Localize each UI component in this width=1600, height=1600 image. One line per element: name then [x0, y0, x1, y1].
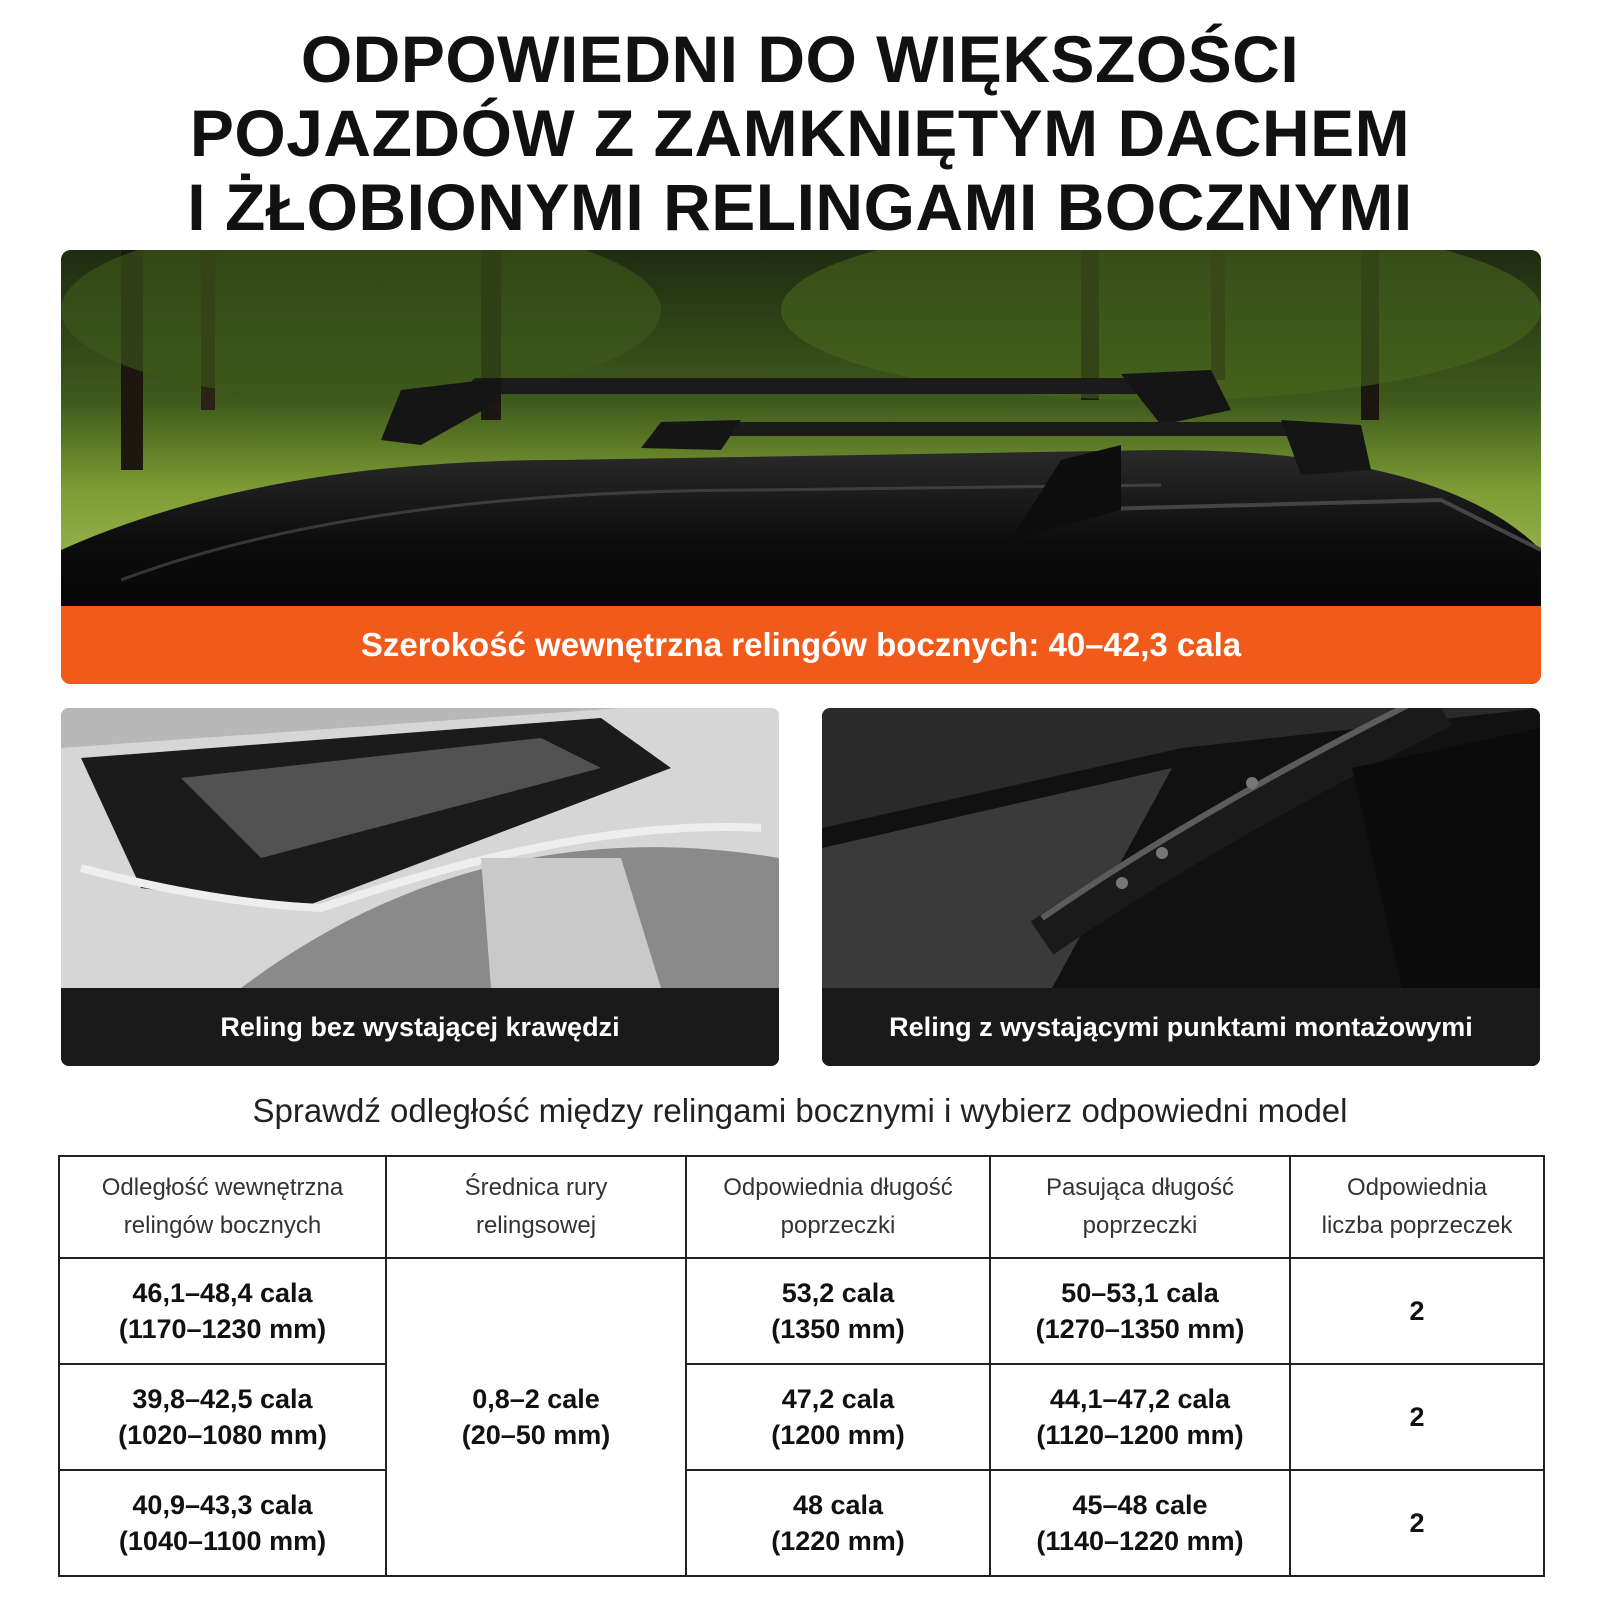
cell-distance: 46,1–48,4 cala (1170–1230 mm)	[59, 1258, 386, 1364]
hero-width-banner: Szerokość wewnętrzna relingów bocznych: 40–42,3 cala	[61, 606, 1541, 684]
cell-distance: 40,9–43,3 cala (1040–1100 mm)	[59, 1470, 386, 1576]
rail-flush-photo	[61, 708, 779, 1066]
table-row	[59, 1258, 1544, 1364]
header-distance: Odległość wewnętrzna relingów bocznych	[59, 1156, 386, 1258]
table-header-row	[59, 1156, 1544, 1258]
subtitle: Sprawdź odległość między relingami bocznymi i wybierz odpowiedni model	[252, 1092, 1348, 1129]
header-bar-length: Odpowiednia długość poprzeczki	[686, 1156, 990, 1258]
rail-raised-caption: Reling z wystającymi punktami montażowymi	[822, 988, 1540, 1066]
cell-bar-count: 2	[1290, 1470, 1544, 1576]
cell-distance: 39,8–42,5 cala (1020–1080 mm)	[59, 1364, 386, 1470]
headline-line-3: I ŻŁOBIONYMI RELINGAMI BOCZNYMI	[187, 170, 1413, 244]
cell-bar-length: 47,2 cala (1200 mm)	[686, 1364, 990, 1470]
rail-raised-photo	[822, 708, 1540, 1066]
table-row	[59, 1470, 1544, 1576]
hero-photo	[61, 250, 1541, 684]
cell-fit-length: 45–48 cale (1140–1220 mm)	[990, 1470, 1290, 1576]
header-tube-diameter: Średnica rury relingsowej	[386, 1156, 686, 1258]
cell-bar-length: 48 cala (1220 mm)	[686, 1470, 990, 1576]
table-row	[59, 1364, 1544, 1470]
header-fit-length: Pasująca długość poprzeczki	[990, 1156, 1290, 1258]
cell-tube-diameter: 0,8–2 cale (20–50 mm)	[386, 1258, 686, 1576]
spec-table	[58, 1155, 1545, 1577]
cell-bar-length: 53,2 cala (1350 mm)	[686, 1258, 990, 1364]
cell-bar-count: 2	[1290, 1258, 1544, 1364]
headline-line-1: ODPOWIEDNI DO WIĘKSZOŚCI	[300, 22, 1300, 96]
cell-bar-count: 2	[1290, 1364, 1544, 1470]
cell-fit-length: 50–53,1 cala (1270–1350 mm)	[990, 1258, 1290, 1364]
headline-line-2: POJAZDÓW Z ZAMKNIĘTYM DACHEM	[189, 96, 1411, 170]
rail-flush-caption: Reling bez wystającej krawędzi	[61, 988, 779, 1066]
header-bar-count: Odpowiednia liczba poprzeczek	[1290, 1156, 1544, 1258]
headline	[0, 22, 1600, 244]
cell-fit-length: 44,1–47,2 cala (1120–1200 mm)	[990, 1364, 1290, 1470]
